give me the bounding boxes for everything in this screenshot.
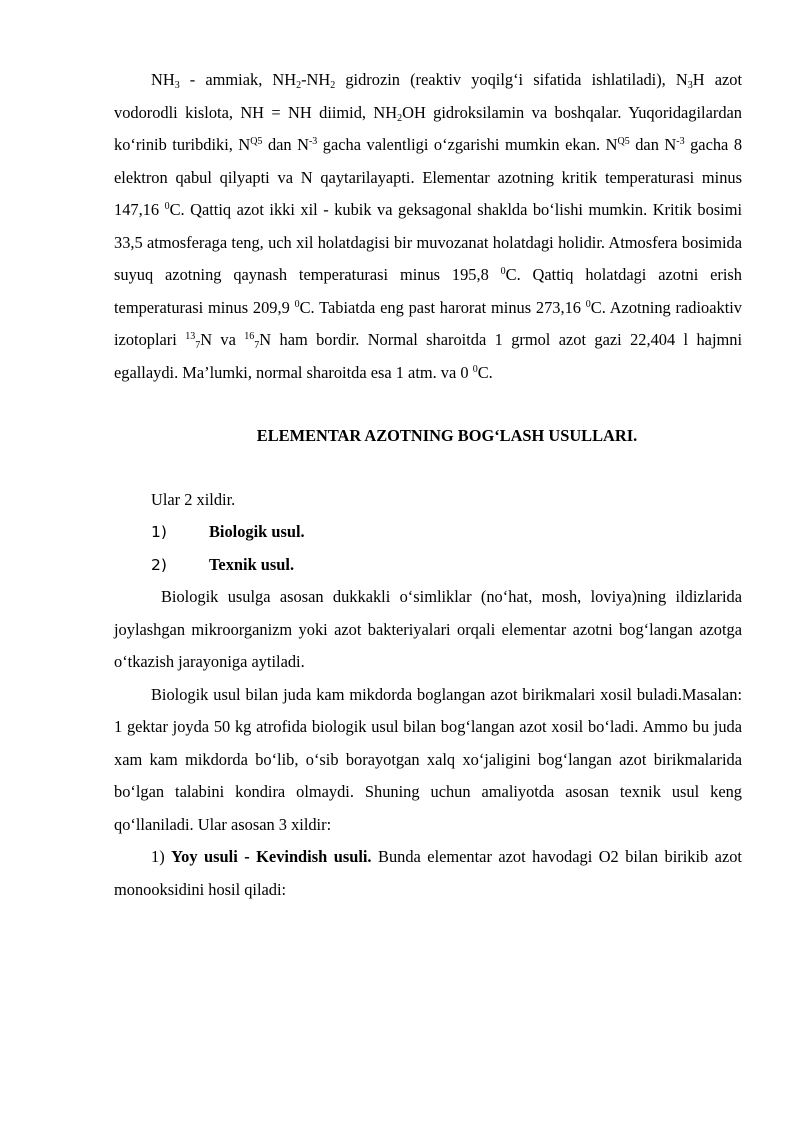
document-body <box>114 64 742 906</box>
list-number: 2) <box>151 555 167 574</box>
list-number: 1) <box>151 523 167 541</box>
list-label: Biologik usul. <box>209 522 305 541</box>
paragraph-technical-need: Biologik usul bilan juda kam mikdorda boglangan azot birikmalari xosil buladi.Masalan: 1 gektar joyda 50 kg atrofida biologik usul bilan bog‘langan azot xosil bo‘ladi. Ammo bu juda xam kam mikdorda bo‘lib, o‘sib borayotgan xalq xo‘jaligini bog‘langan azot birikmalarida bo‘lgan talabini kondira olmaydi. Shuning uchun amaliyotda asosan texnik usul keng qo‘llaniladi. Ular asosan 3 xildir: <box>114 684 742 834</box>
list-item <box>114 549 742 582</box>
paragraph-biological-method: Biologik usulga asosan dukkakli o‘simliklar (no‘hat, mosh, loviya)ning ildizlarida joylashgan mikroorganizm yoki azot bakteriyalari orqali elementar azotni bog‘langan azotga o‘tkazish jarayoniga aytiladi. <box>114 587 742 671</box>
paragraph-arc-method: 1) Yoy usuli - Kevindish usuli. Bunda elementar azot havodagi O2 bilan birikib azot monooksidini hosil qiladi: <box>114 847 742 899</box>
section-heading: ELEMENTAR AZOTNING BOG‘LASH USULLARI. <box>256 426 638 445</box>
list-item <box>114 516 742 549</box>
intro-text: Ular 2 xildir. <box>151 489 236 509</box>
paragraph-nitrogen-compounds: $NH_3$ - ammiak, $NH_2-NH_2$ gidrozin (reaktiv yoqilg‘i sifatida ishlatiladi), $N_3H$ azot vodorodli kislota, NH = NH diimid, $NH_2OH$ gidroksilamin va boshqalar. Yuqoridagilardan ko‘rinib turibdiki, $N^{Q5}$ dan $N^{-3}$ gacha valentligi o‘zgarishi mumkin ekan. $N^{Q5}$ dan $N^{-3}$ gacha 8 elektron qabul qilyapti va N qaytarilayapti. Elementar azotning kritik temperaturasi minus 147,16 $^0$C. Qattiq azot ikki xil - kubik va geksagonal shaklda bo‘lishi mumkin. Kritik bosimi 33,5 atmosferaga teng, uch xil holatdagisi bir muvozanat holatdagi holidir. Atmosfera bosimida suyuq azotning qaynash temperaturasi minus 195,8 $^0$C. Qattiq holatdagi azotni erish temperaturasi minus 209,9 $^0$C. Tabiatda eng past harorat minus 273,16 $^0$C. Azotning radioaktiv izotoplari $^{13}_7$N va $^{16}_7$N ham bordir. Normal sharoitda 1 grmol azot gazi 22,404 l hajmni egallaydi. Ma’lumki, normal sharoitda esa 1 atm. va 0 $^0$C. <box>114 70 743 382</box>
list-label: Texnik usul. <box>209 554 295 574</box>
arc-method-title: Yoy usuli - Kevindish usuli. <box>171 847 372 866</box>
